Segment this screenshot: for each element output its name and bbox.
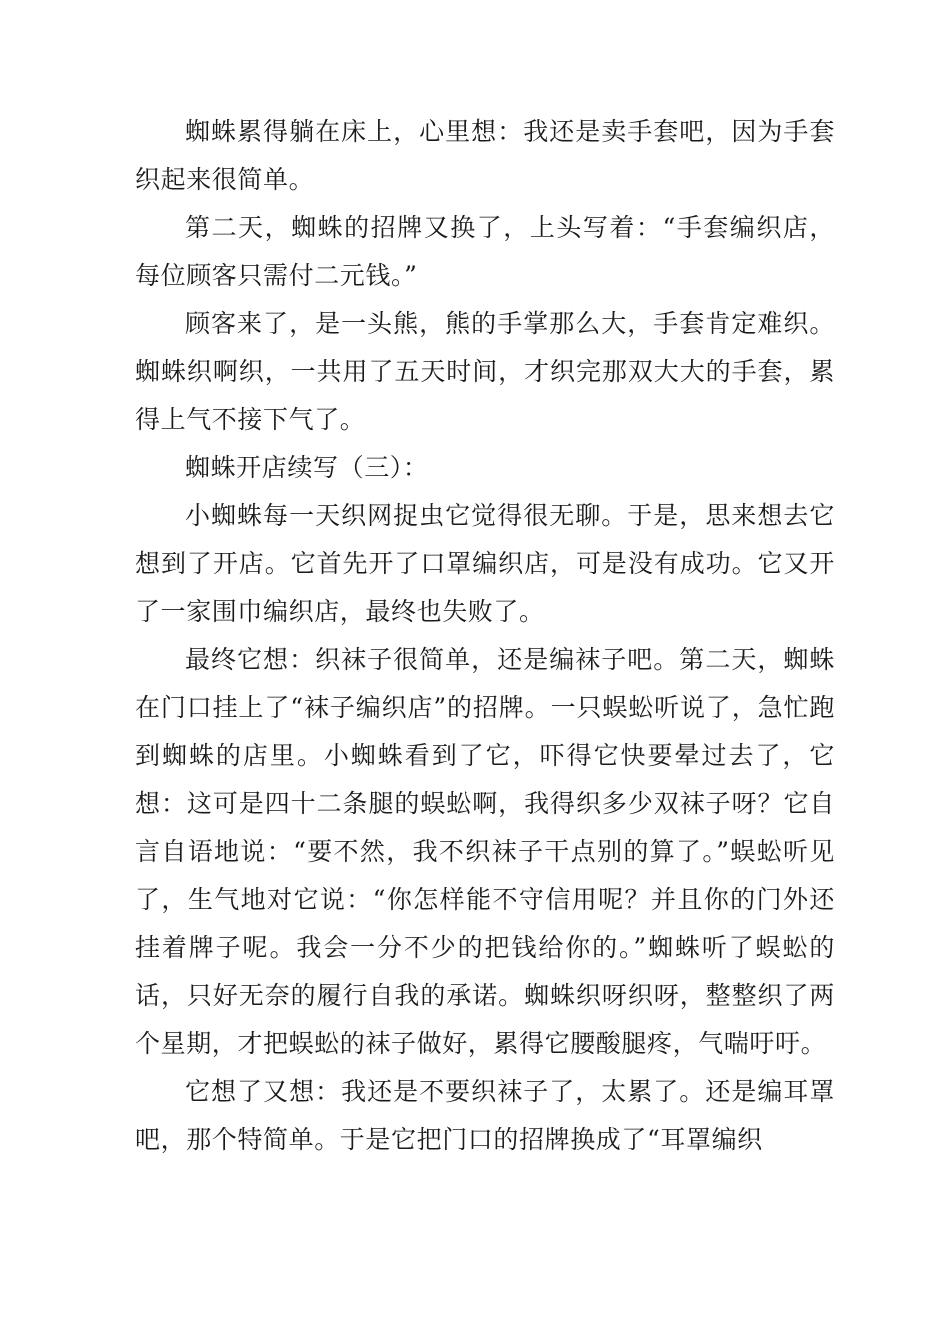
paragraph: 蜘蛛累得躺在床上，心里想：我还是卖手套吧，因为手套织起来很简单。 [135, 117, 835, 194]
paragraph: 顾客来了，是一头熊，熊的手掌那么大，手套肯定难织。蜘蛛织啊织，一共用了五天时间，才织完那双大大的手套，累得上气不接下气了。 [135, 309, 835, 434]
paragraph: 它想了又想：我还是不要织袜子了，太累了。还是编耳罩吧，那个特简单。于是它把门口的招牌换成了“耳罩编织 [135, 1077, 835, 1154]
document-body [135, 108, 835, 1164]
paragraph: 第二天，蜘蛛的招牌又换了，上头写着：“手套编织店，每位顾客只需付二元钱。” [135, 213, 835, 290]
paragraph: 最终它想：织袜子很简单，还是编袜子吧。第二天，蜘蛛在门口挂上了“袜子编织店”的招牌。一只蜈蚣听说了，急忙跑到蜘蛛的店里。小蜘蛛看到了它，吓得它快要晕过去了，它想：这可是四十二条腿的蜈蚣啊，我得织多少双袜子呀？它自言自语地说：“要不然，我不织袜子干点别的算了。”蜈蚣听见了，生气地对它说：“你怎样能不守信用呢？并且你的门外还挂着牌子呢。我会一分不少的把钱给你的。”蜘蛛听了蜈蚣的话，只好无奈的履行自我的承诺。蜘蛛织呀织呀，整整织了两个星期，才把蜈蚣的袜子做好，累得它腰酸腿疼，气喘吁吁。 [135, 645, 835, 1058]
section-heading: 蜘蛛开店续写（三）： [185, 453, 429, 482]
paragraph: 小蜘蛛每一天织网捉虫它觉得很无聊。于是，思来想去它想到了开店。它首先开了口罩编织店，可是没有成功。它又开了一家围巾编织店，最终也失败了。 [135, 501, 835, 626]
